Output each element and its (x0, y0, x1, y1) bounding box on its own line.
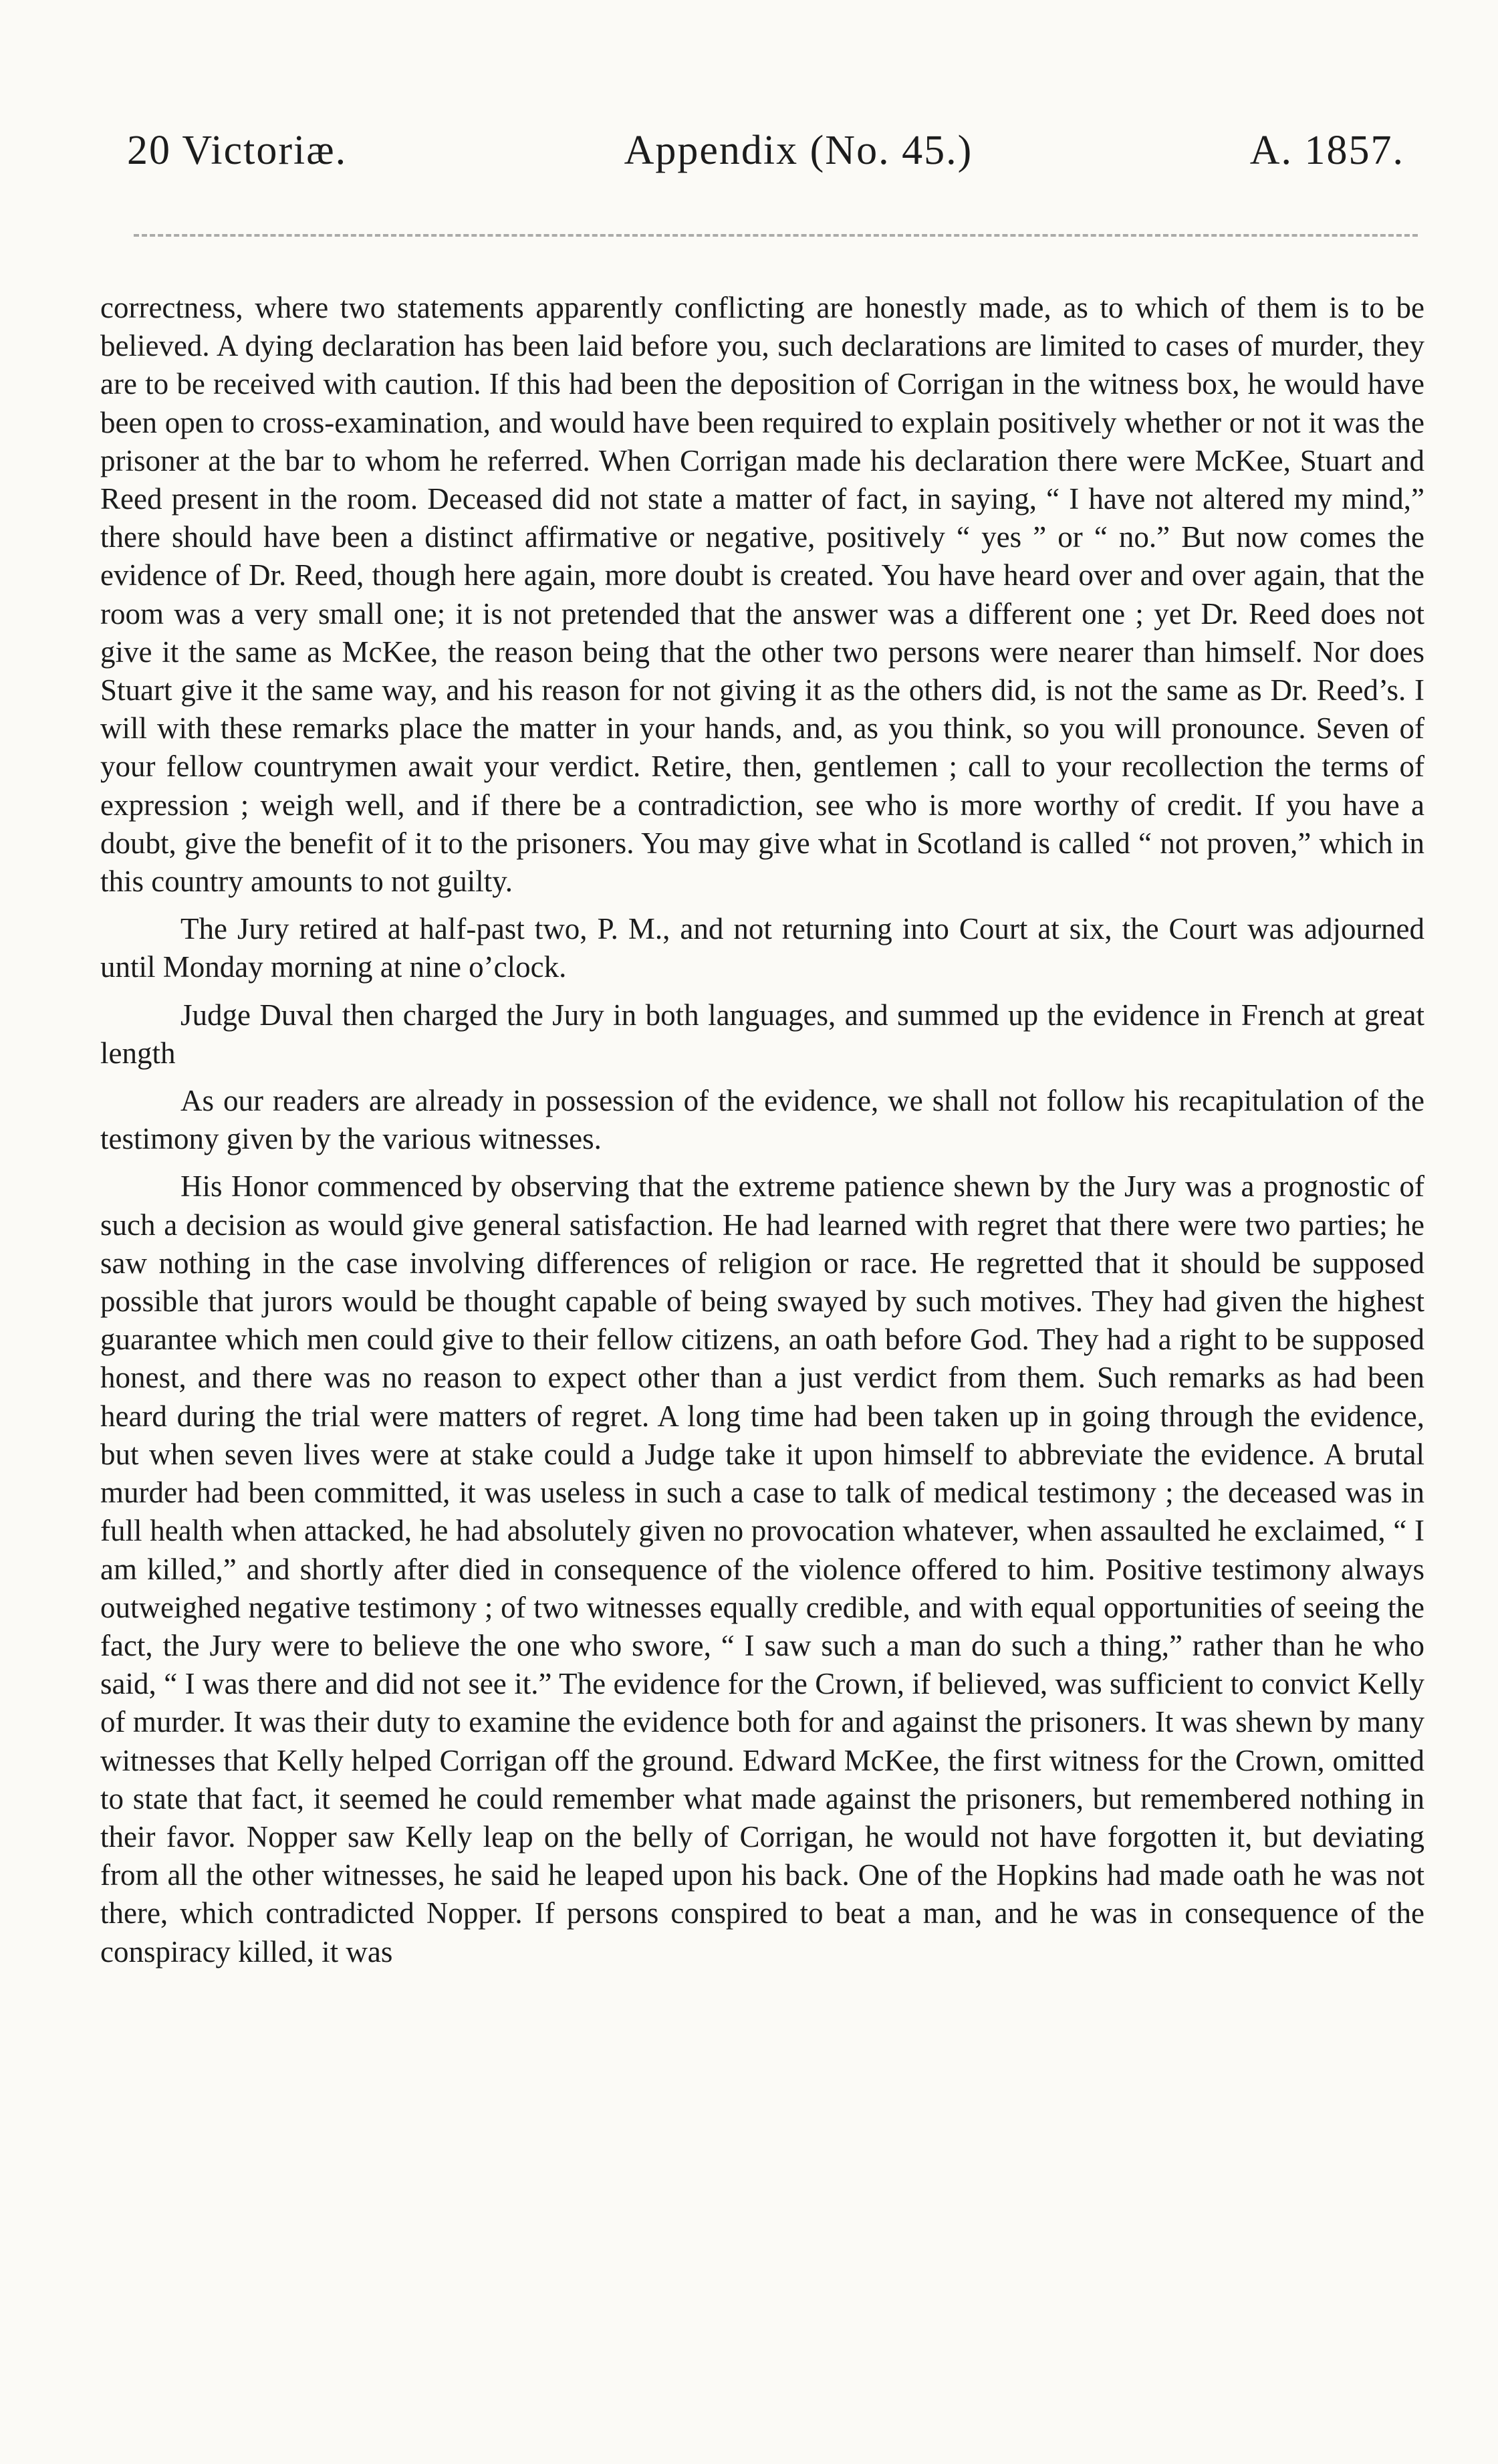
body-text (100, 289, 1424, 1971)
paragraph: Judge Duval then charged the Jury in both languages, and summed up the evidence in French at great length (100, 998, 1424, 1070)
running-header (100, 127, 1424, 187)
header-year: A. 1857. (1249, 128, 1404, 173)
paragraph: His Honor commenced by observing that the extreme patience shewn by the Jury was a prognostic of such a decision as would give general satisfaction. He had learned with regret that there were two parties; he saw nothing in the case involving differences of religion or race. He regretted that it should be supposed possible that jurors would be thought capable of being swayed by such motives. They had given the highest guarantee which men could give to their fellow citizens, an oath before God. They had a right to be supposed honest, and there was no reason to expect other than a just verdict from them. Such remarks as had been heard during the trial were matters of regret. A long time had been taken up in going through the evidence, but when seven lives were at stake could a Judge take it upon himself to abbreviate the evidence. A brutal murder had been committed, it was useless in such a case to talk of medical testimony ; the deceased was in full health when attacked, he had absolutely given no provocation whatever, when assaulted he exclaimed, “ I am killed,” and shortly after died in consequence of the violence offered to him. Positive testimony always outweighed negative testimony ; of two witnesses equally credible, and with equal opportunities of seeing the fact, the Jury were to believe the one who swore, “ I saw such a man do such a thing,” rather than he who said, “ I was there and did not see it.” The evidence for the Crown, if believed, was sufficient to convict Kelly of murder. It was their duty to examine the evidence both for and against the prisoners. It was shewn by many witnesses that Kelly helped Corrigan off the ground. Edward McKee, the first witness for the Crown, omitted to state that fact, it seemed he could remember what made against the prisoners, but remembered nothing in their favor. Nopper saw Kelly leap on the belly of Corrigan, he would not have forgotten it, but deviating from all the other witnesses, he said he leaped upon his back. One of the Hopkins had made oath he was not there, which contradicted Nopper. If persons conspired to beat a man, and he was in consequence of the conspiracy killed, it was (100, 1169, 1424, 1969)
paragraph: correctness, where two statements apparently conflicting are honestly made, as to which of them is to be believed. A dying declaration has been laid before you, such declarations are limited to cases of murder, they are to be received with caution. If this had been the deposition of Corrigan in the witness box, he would have been open to cross-examination, and would have been required to explain positively whether or not it was the prisoner at the bar to whom he referred. When Corrigan made his declaration there were McKee, Stuart and Reed present in the room. Deceased did not state a matter of fact, in saying, “ I have not altered my mind,” there should have been a distinct affirmative or negative, positively “ yes ” or “ no.” But now comes the evidence of Dr. Reed, though here again, more doubt is created. You have heard over and over again, that the room was a very small one; it is not pretended that the answer was a different one ; yet Dr. Reed does not give it the same as McKee, the reason being that the other two persons were nearer than himself. Nor does Stuart give it the same way, and his reason for not giving it as the others did, is not the same as Dr. Reed’s. I will with these remarks place the matter in your hands, and, as you think, so you will pronounce. Seven of your fellow countrymen await your verdict. Retire, then, gentlemen ; call to your recollection the terms of expression ; weigh well, and if there be a contradiction, see who is more worthy of credit. If you have a doubt, give the benefit of it to the prisoners. You may give what in Scotland is called “ not proven,” which in this country amounts to not guilty. (100, 291, 1424, 899)
header-rule (134, 234, 1418, 237)
header-session: 20 Victoriæ. (127, 128, 348, 173)
paragraph: The Jury retired at half-past two, P. M., and not returning into Court at six, the Court was adjourned until Monday morning at nine o’clock. (100, 912, 1424, 984)
paragraph: As our readers are already in possession of the evidence, we shall not follow his recapitulation of the testimony given by the various witnesses. (100, 1084, 1424, 1156)
header-appendix: Appendix (No. 45.) (624, 128, 973, 173)
